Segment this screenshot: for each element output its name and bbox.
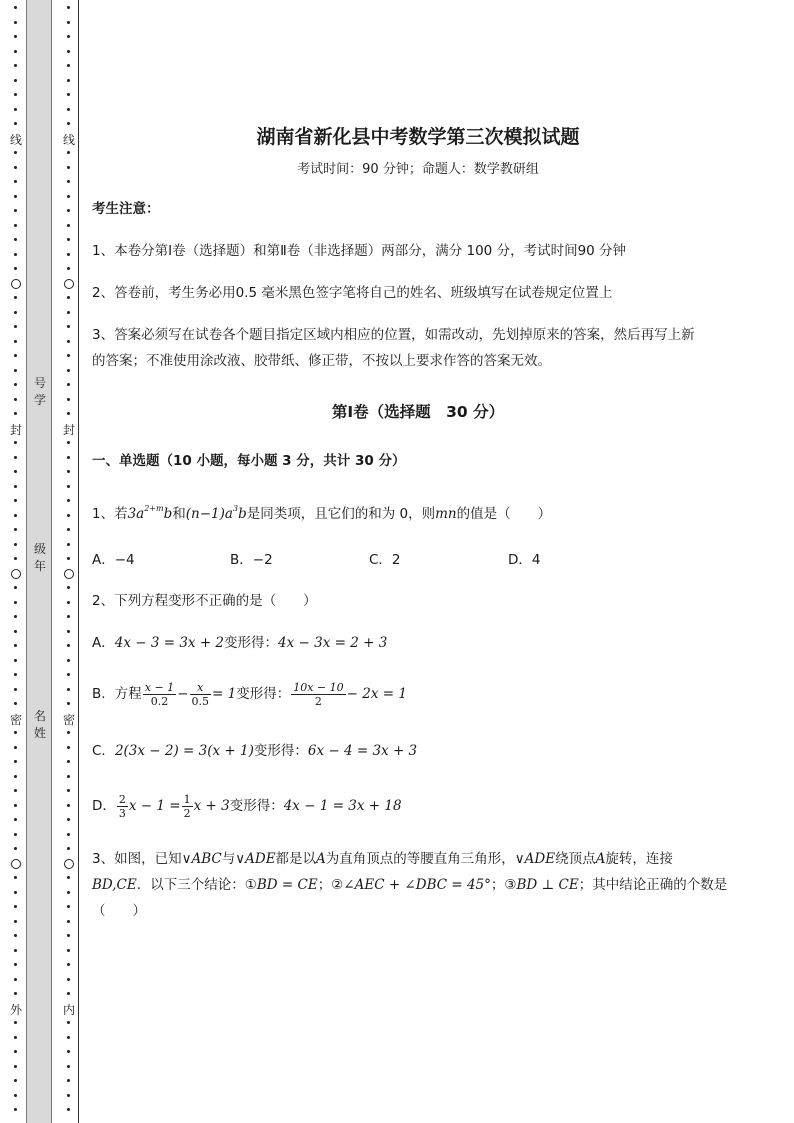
seal-dot	[67, 789, 70, 792]
outer-seal-line	[10, 0, 22, 1123]
seal-dot	[67, 514, 70, 517]
seal-dot	[67, 108, 70, 111]
seal-dot	[14, 528, 17, 531]
notice-item-1: 1、本卷分第Ⅰ卷（选择题）和第Ⅱ卷（非选择题）两部分，满分 100 分，考试时间90 分钟	[92, 243, 627, 259]
notice-heading: 考生注意：	[92, 201, 160, 217]
seal-dot	[14, 775, 17, 778]
seal-dot	[67, 847, 70, 850]
q2-option-c: C．2(3x − 2) = 3(x + 1)变形得：6x − 4 = 3x + 3	[92, 743, 418, 759]
seal-dot	[67, 166, 70, 169]
seal-dot	[14, 905, 17, 908]
seal-dot	[14, 789, 17, 792]
seal-dot	[14, 920, 17, 923]
seal-mark: 内	[63, 1003, 76, 1017]
seal-dot	[14, 267, 17, 270]
q2-option-a: A．4x − 3 = 3x + 2变形得：4x − 3x = 2 + 3	[92, 635, 388, 651]
seal-dot	[67, 1050, 70, 1053]
seal-circle-icon	[64, 569, 74, 579]
seal-dot	[67, 978, 70, 981]
inner-seal-line	[63, 0, 75, 1123]
seal-dot	[67, 35, 70, 38]
seal-dot	[67, 311, 70, 314]
section-heading: 一、单选题（10 小题，每小题 3 分，共计 30 分）	[92, 453, 406, 469]
seal-dot	[67, 383, 70, 386]
seal-dot	[67, 267, 70, 270]
fraction: $\frac{10x - 10}{2}$	[293, 680, 344, 708]
seal-dot	[14, 847, 17, 850]
seal-dot	[14, 325, 17, 328]
seal-dot	[67, 151, 70, 154]
seal-dot	[67, 644, 70, 647]
page-title: 湖南省新化县中考数学第三次模拟试题	[256, 126, 580, 148]
seal-dot	[14, 224, 17, 227]
seal-dot	[14, 398, 17, 401]
seal-dot	[14, 630, 17, 633]
seal-dot	[67, 963, 70, 966]
seal-mark: 密	[10, 713, 23, 727]
student-info-strip	[26, 0, 52, 1123]
seal-dot	[14, 1079, 17, 1082]
seal-dot	[67, 891, 70, 894]
seal-dot	[14, 50, 17, 53]
seal-dot	[67, 586, 70, 589]
fraction: $\frac{x - 1}{0.2}$	[144, 680, 175, 708]
seal-dot	[14, 673, 17, 676]
seal-dot	[67, 180, 70, 183]
seal-dot	[67, 992, 70, 995]
seal-dot	[67, 369, 70, 372]
seal-dot	[67, 195, 70, 198]
seal-dot	[67, 905, 70, 908]
seal-dot	[14, 340, 17, 343]
seal-dot	[14, 586, 17, 589]
seal-dot	[67, 325, 70, 328]
class-label: 级 年	[33, 542, 46, 573]
seal-dot	[67, 934, 70, 937]
seal-dot	[67, 441, 70, 444]
seal-dot	[14, 93, 17, 96]
seal-dot	[14, 804, 17, 807]
seal-dot	[14, 296, 17, 299]
seal-circle-icon	[11, 569, 21, 579]
seal-dot	[67, 557, 70, 560]
seal-dot	[67, 79, 70, 82]
seal-dot	[67, 354, 70, 357]
seal-dot	[14, 615, 17, 618]
seal-dot	[14, 412, 17, 415]
seal-dot	[14, 21, 17, 24]
seal-dot	[14, 253, 17, 256]
seal-dot	[14, 456, 17, 459]
seal-dot	[14, 601, 17, 604]
seal-dot	[67, 398, 70, 401]
exam-info: 考试时间：90 分钟；命题人：数学教研组	[297, 162, 539, 177]
seal-dot	[14, 746, 17, 749]
q2-option-b: B．方程 $\frac{x - 1}{0.2}$ − $\frac{x}{0.5}$ = 1变形得： $\frac{10x - 10}{2}$ − 2x = 1	[92, 680, 407, 708]
question-3-answer-blank: （ ）	[92, 903, 146, 919]
seal-dot	[14, 6, 17, 9]
seal-dot	[14, 35, 17, 38]
seal-dot	[14, 151, 17, 154]
seal-dot	[67, 6, 70, 9]
seal-dot	[67, 673, 70, 676]
seal-circle-icon	[11, 859, 21, 869]
seal-dot	[14, 79, 17, 82]
notice-item-2: 2、答卷前，考生务必用0.5 毫米黑色签字笔将自己的姓名、班级填写在试卷规定位置上	[92, 285, 613, 301]
seal-dot	[67, 93, 70, 96]
seal-dot	[14, 485, 17, 488]
seal-dot	[67, 1108, 70, 1111]
seal-dot	[14, 1021, 17, 1024]
seal-mark: 外	[10, 1003, 23, 1017]
seal-dot	[14, 644, 17, 647]
seal-dot	[14, 180, 17, 183]
seal-dot	[67, 21, 70, 24]
seal-dot	[14, 369, 17, 372]
seal-dot	[67, 601, 70, 604]
seal-dot	[67, 818, 70, 821]
seal-dot	[14, 441, 17, 444]
seal-dot	[14, 383, 17, 386]
seal-dot	[67, 659, 70, 662]
seal-dot	[14, 354, 17, 357]
seal-dot	[67, 456, 70, 459]
q1-option-d: D．4	[508, 552, 541, 568]
seal-circle-icon	[11, 279, 21, 289]
seal-dot	[67, 1079, 70, 1082]
seal-dot	[67, 50, 70, 53]
seal-mark: 封	[63, 423, 76, 437]
seal-dot	[67, 630, 70, 633]
seal-dot	[67, 412, 70, 415]
seal-dot	[67, 224, 70, 227]
seal-dot	[67, 1021, 70, 1024]
seal-dot	[14, 949, 17, 952]
seal-dot	[67, 64, 70, 67]
seal-dot	[67, 209, 70, 212]
seal-dot	[67, 949, 70, 952]
seal-dot	[14, 108, 17, 111]
seal-dot	[14, 470, 17, 473]
seal-circle-icon	[64, 279, 74, 289]
q1-option-c: C．2	[369, 552, 401, 568]
seal-dot	[67, 253, 70, 256]
seal-dot	[67, 833, 70, 836]
seal-dot	[67, 1094, 70, 1097]
seal-dot	[14, 543, 17, 546]
part-title: 第Ⅰ卷（选择题 30 分）	[331, 403, 505, 421]
seal-dot	[14, 1050, 17, 1053]
seal-dot	[14, 557, 17, 560]
question-2: 2、下列方程变形不正确的是（ ）	[92, 593, 317, 609]
seal-dot	[14, 876, 17, 879]
question-3-line-1: 3、如图，已知∨ABC与∨ADE都是以A为直角顶点的等腰直角三角形，∨ADE绕顶点A旋转，连接	[92, 851, 673, 867]
student-id-label: 号 学	[33, 376, 46, 407]
question-1: 1、若$3a^{2+m}b$和$(n-1)a^3b$是同类项，且它们的和为 0，则mn的值是（ ）	[92, 504, 552, 522]
seal-dot	[67, 543, 70, 546]
seal-dot	[67, 731, 70, 734]
seal-dot	[67, 920, 70, 923]
seal-dot	[67, 499, 70, 502]
seal-dot	[67, 876, 70, 879]
seal-dot	[67, 804, 70, 807]
seal-dot	[14, 891, 17, 894]
seal-mark: 线	[63, 133, 76, 147]
seal-dot	[14, 963, 17, 966]
seal-dot	[67, 746, 70, 749]
name-label: 名 姓	[33, 709, 46, 740]
seal-dot	[67, 340, 70, 343]
seal-mark: 线	[10, 133, 23, 147]
binding-margin	[0, 0, 86, 1123]
seal-mark: 封	[10, 423, 23, 437]
seal-dot	[14, 688, 17, 691]
seal-dot	[67, 1065, 70, 1068]
seal-dot	[14, 659, 17, 662]
fraction: $\frac{1}{2}$	[183, 792, 191, 820]
seal-circle-icon	[64, 859, 74, 869]
margin-rule	[78, 0, 79, 1123]
seal-dot	[14, 818, 17, 821]
fraction: $\frac{x}{0.5}$	[191, 680, 209, 708]
seal-dot	[14, 514, 17, 517]
seal-dot	[14, 934, 17, 937]
seal-dot	[14, 833, 17, 836]
seal-dot	[67, 528, 70, 531]
seal-dot	[67, 296, 70, 299]
seal-dot	[14, 166, 17, 169]
seal-dot	[14, 731, 17, 734]
q2-option-d: D． $\frac{2}{3}$ x − 1 = $\frac{1}{2}$ x + 3变形得：4x − 1 = 3x + 18	[92, 792, 402, 820]
seal-dot	[14, 238, 17, 241]
seal-dot	[14, 64, 17, 67]
seal-dot	[14, 1036, 17, 1039]
seal-dot	[67, 688, 70, 691]
question-3-line-2: BD,CE．以下三个结论：①BD = CE；②∠AEC + ∠DBC = 45°；③BD ⊥ CE；其中结论正确的个数是	[92, 877, 728, 893]
seal-dot	[14, 1065, 17, 1068]
notice-item-3-cont: 的答案；不准使用涂改液、胶带纸、修正带，不按以上要求作答的答案无效。	[92, 353, 551, 369]
q1-option-b: B．−2	[230, 552, 273, 568]
seal-dot	[67, 485, 70, 488]
seal-dot	[67, 122, 70, 125]
seal-dot	[14, 195, 17, 198]
q1-option-a: A．−4	[92, 552, 135, 568]
seal-dot	[14, 978, 17, 981]
seal-dot	[14, 1094, 17, 1097]
seal-dot	[67, 775, 70, 778]
seal-dot	[14, 311, 17, 314]
seal-dot	[14, 992, 17, 995]
seal-dot	[67, 238, 70, 241]
seal-dot	[67, 760, 70, 763]
fraction: $\frac{2}{3}$	[118, 792, 126, 820]
seal-dot	[67, 615, 70, 618]
seal-dot	[14, 122, 17, 125]
seal-dot	[67, 702, 70, 705]
seal-dot	[14, 760, 17, 763]
seal-dot	[14, 702, 17, 705]
notice-item-3: 3、答案必须写在试卷各个题目指定区域内相应的位置，如需改动，先划掉原来的答案，然后再写上新	[92, 327, 695, 343]
seal-dot	[14, 499, 17, 502]
seal-dot	[14, 1108, 17, 1111]
seal-dot	[14, 209, 17, 212]
seal-mark: 密	[63, 713, 76, 727]
seal-dot	[67, 470, 70, 473]
seal-dot	[67, 1036, 70, 1039]
